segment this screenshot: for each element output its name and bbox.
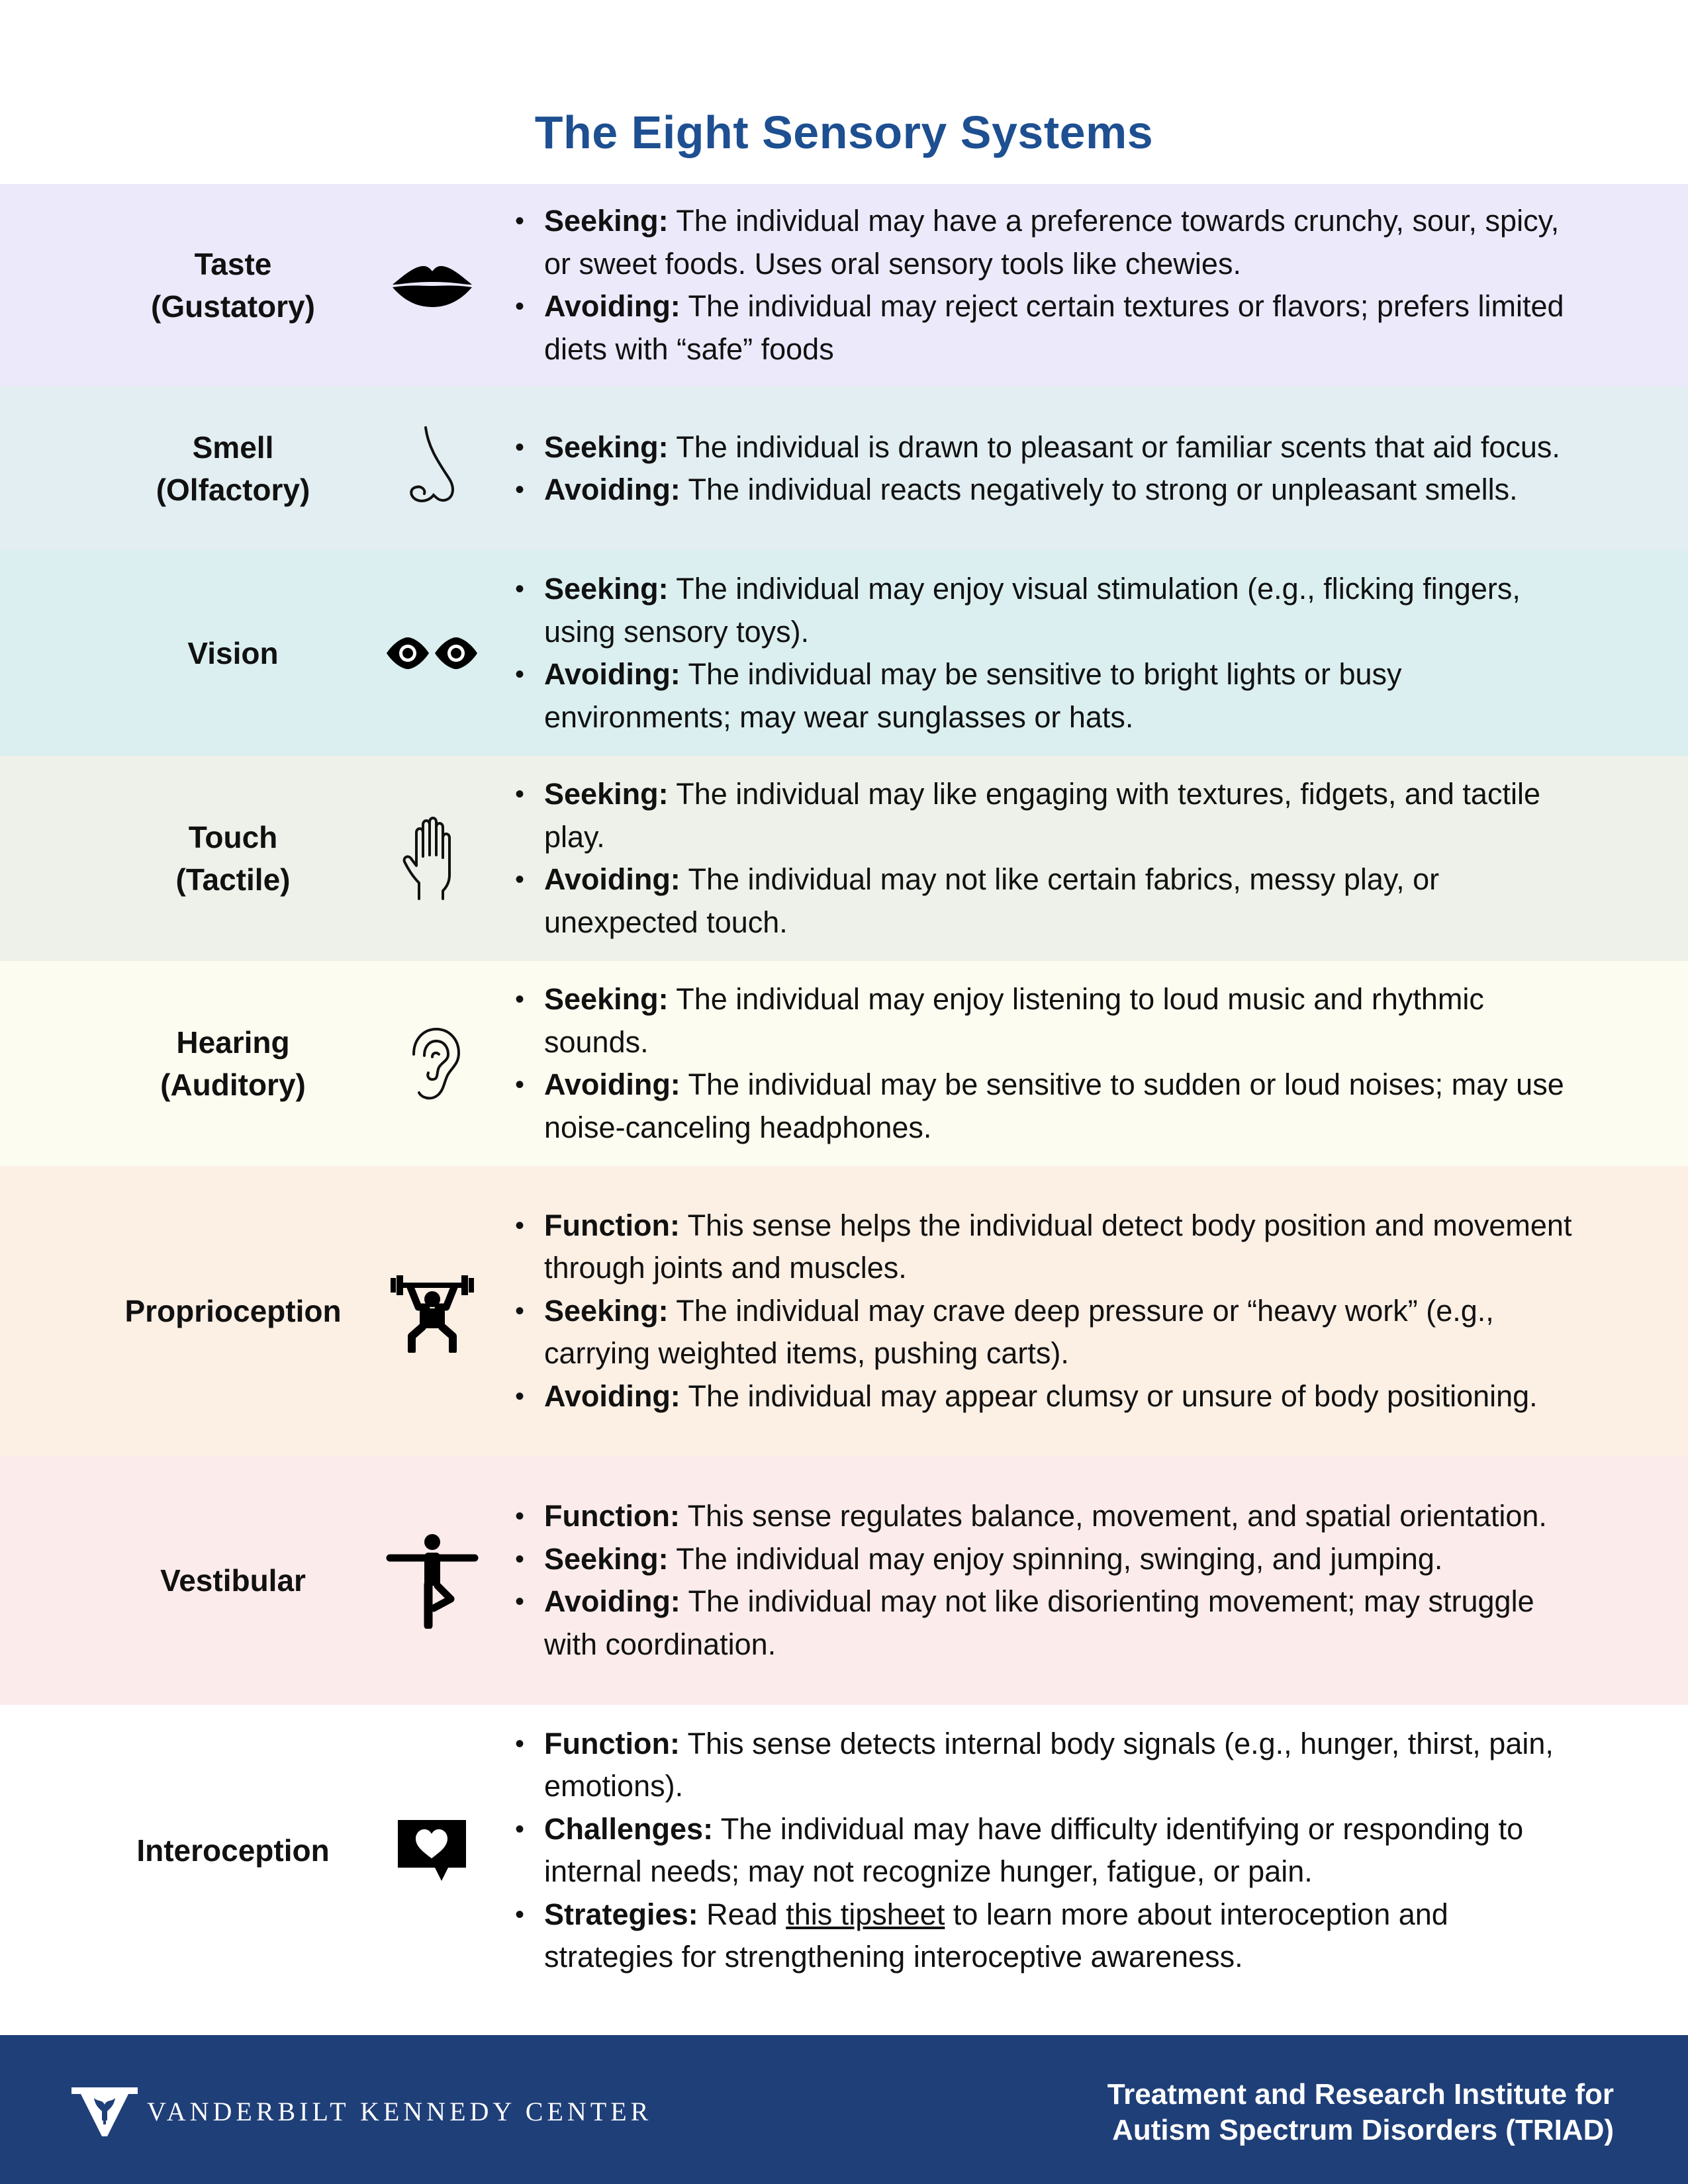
- sense-subname: (Gustatory): [151, 289, 315, 324]
- bullet-seeking: • Seeking: The individual may like engaging with textures, fidgets, and tactile play.: [510, 773, 1582, 858]
- sense-row-interoception: [0, 1705, 1688, 1996]
- sense-name: Touch: [188, 820, 278, 854]
- lips-icon: [377, 184, 487, 387]
- sense-row-hearing: [0, 961, 1688, 1166]
- vanderbilt-v-oak-logo-icon: [71, 2085, 138, 2138]
- bullet-avoiding: • Avoiding: The individual may not like certain fabrics, messy play, or unexpected touch.: [510, 858, 1582, 944]
- bullet-function: • Function: This sense regulates balance, movement, and spatial orientation.: [510, 1495, 1582, 1538]
- bullet-seeking: • Seeking: The individual may enjoy visual stimulation (e.g., flicking fingers, using sensory toys).: [510, 568, 1582, 653]
- sense-name: Smell: [192, 430, 274, 465]
- sense-label: [86, 1166, 380, 1456]
- sense-row-vestibular: [0, 1456, 1688, 1705]
- sense-label: [86, 387, 380, 551]
- sense-name: Vestibular: [160, 1563, 306, 1598]
- sense-bullets: [510, 961, 1582, 1166]
- sense-row-smell: [0, 387, 1688, 551]
- sense-bullets: [510, 756, 1582, 961]
- bullet-avoiding: • Avoiding: The individual may appear clumsy or unsure of body positioning.: [510, 1375, 1582, 1418]
- bullet-seeking: • Seeking: The individual may have a preference towards crunchy, sour, spicy, or sweet foods. Uses oral sensory tools like chewies.: [510, 200, 1582, 285]
- logo-text: VANDERBILT KENNEDY CENTER: [147, 2097, 653, 2126]
- footer: [0, 2035, 1688, 2184]
- sense-label: [86, 1456, 380, 1705]
- sense-label: [86, 756, 380, 961]
- sense-row-proprioception: [0, 1166, 1688, 1456]
- bullet-function: • Function: This sense helps the individual detect body position and movement through joints and muscles.: [510, 1205, 1582, 1290]
- bullet-seeking: • Seeking: The individual may enjoy spinning, swinging, and jumping.: [510, 1538, 1582, 1581]
- sense-label: [86, 1705, 380, 1996]
- weightlifter-icon: [377, 1166, 487, 1456]
- bullet-seeking: • Seeking: The individual may enjoy listening to loud music and rhythmic sounds.: [510, 978, 1582, 1064]
- sense-name: Vision: [187, 636, 279, 670]
- sense-bullets: [510, 551, 1582, 756]
- bullet-function: • Function: This sense detects internal body signals (e.g., hunger, thirst, pain, emotions).: [510, 1723, 1582, 1808]
- bullet-seeking: • Seeking: The individual is drawn to pleasant or familiar scents that aid focus.: [510, 426, 1582, 469]
- sense-name: Interoception: [136, 1833, 330, 1868]
- sense-row-touch: [0, 756, 1688, 961]
- sense-subname: (Auditory): [160, 1068, 306, 1102]
- tipsheet-link[interactable]: this tipsheet: [786, 1897, 945, 1931]
- ear-icon: [377, 961, 487, 1166]
- organization-name: Treatment and Research Institute for Autism Spectrum Disorders (TRIAD): [1107, 2078, 1614, 2146]
- balance-pose-icon: [377, 1456, 487, 1705]
- sense-label: [86, 961, 380, 1166]
- bullet-avoiding: • Avoiding: The individual may not like disorienting movement; may struggle with coordination.: [510, 1580, 1582, 1666]
- sense-subname: (Tactile): [175, 862, 291, 897]
- sense-row-vision: [0, 551, 1688, 756]
- bullet-avoiding: • Avoiding: The individual may reject certain textures or flavors; prefers limited diets with “safe” foods: [510, 285, 1582, 371]
- bullet-avoiding: • Avoiding: The individual reacts negatively to strong or unpleasant smells.: [510, 469, 1582, 512]
- sense-name: Hearing: [176, 1025, 290, 1060]
- nose-icon: [377, 387, 487, 551]
- sense-name: Proprioception: [124, 1294, 342, 1328]
- hand-icon: [377, 756, 487, 961]
- sense-row-taste: [0, 184, 1688, 387]
- bullet-challenges: • Challenges: The individual may have difficulty identifying or responding to internal needs; may not recognize hunger, fatigue, or pain.: [510, 1808, 1582, 1893]
- sense-bullets: [510, 1705, 1582, 1996]
- sense-label: [86, 184, 380, 387]
- bullet-strategies: • Strategies: Read this tipsheet to learn more about interoception and strategies for strengthening interoceptive awareness.: [510, 1893, 1582, 1979]
- sense-bullets: [510, 1456, 1582, 1705]
- sense-name: Taste: [194, 247, 272, 281]
- bullet-avoiding: • Avoiding: The individual may be sensitive to sudden or loud noises; may use noise-canceling headphones.: [510, 1064, 1582, 1149]
- heart-chat-icon: [377, 1705, 487, 1996]
- bullet-avoiding: • Avoiding: The individual may be sensitive to bright lights or busy environments; may wear sunglasses or hats.: [510, 653, 1582, 739]
- sense-bullets: [510, 387, 1582, 551]
- eyes-icon: [377, 551, 487, 756]
- bullet-seeking: • Seeking: The individual may crave deep pressure or “heavy work” (e.g., carrying weighted items, pushing carts).: [510, 1290, 1582, 1375]
- page-title: The Eight Sensory Systems: [534, 107, 1154, 158]
- sense-label: [86, 551, 380, 756]
- sense-bullets: [510, 184, 1582, 387]
- sense-bullets: [510, 1166, 1582, 1456]
- sense-subname: (Olfactory): [156, 473, 310, 507]
